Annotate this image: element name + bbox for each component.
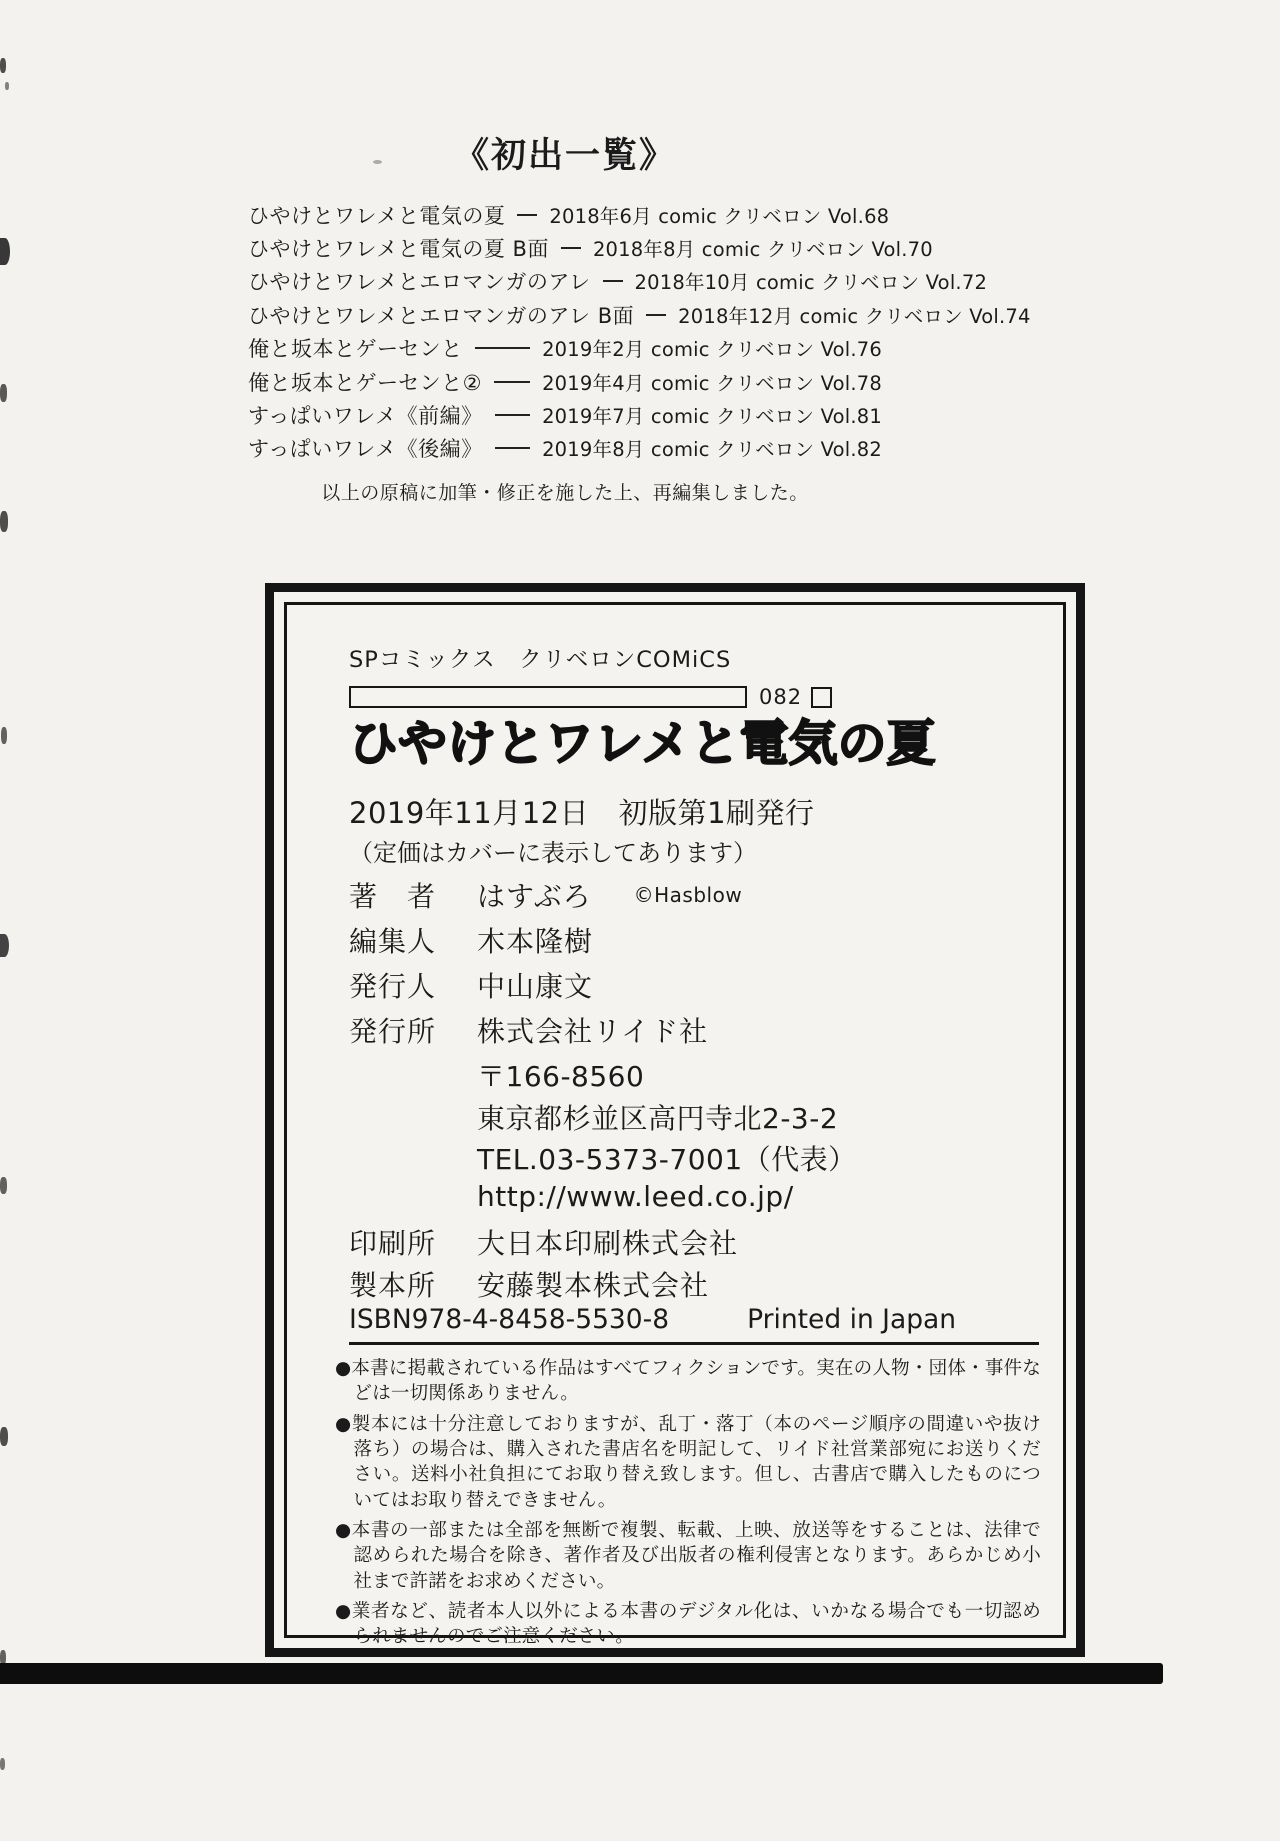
- leader-line: [561, 247, 581, 249]
- credit-value: 安藤製本株式会社: [477, 1269, 710, 1302]
- catalog-number: 082: [759, 685, 803, 709]
- credit-label: 発行人: [349, 970, 437, 1003]
- work-source: 2019年2月 comic クリベロン Vol.76: [542, 338, 882, 362]
- credit-row-editor: [349, 920, 1039, 960]
- list-item: [248, 398, 882, 431]
- scan-artifact: [0, 1177, 7, 1194]
- colophon-box: [265, 583, 1085, 1657]
- work-source: 2019年4月 comic クリベロン Vol.78: [542, 371, 882, 395]
- work-title: ひやけとワレメとエロマンガのアレ B面: [248, 303, 635, 328]
- first-publication-section: [248, 128, 1031, 505]
- credit-row-author: [349, 875, 1039, 915]
- list-item: [248, 432, 882, 465]
- work-title: 俺と坂本とゲーセンと: [248, 337, 463, 362]
- isbn-row: [349, 1304, 1039, 1335]
- work-title: ひやけとワレメとエロマンガのアレ: [248, 270, 591, 295]
- work-source: 2018年10月 comic クリベロン Vol.72: [634, 271, 988, 295]
- work-title: 俺と坂本とゲーセンと②: [248, 370, 482, 395]
- notice-copyright: ●本書の一部または全部を無断で複製、転載、上映、放送等をすることは、法律で認められた場合を除き、著作者及び出版者の権利侵害となります。あらかじめ小社まで許諾をお求めください。: [335, 1520, 1041, 1592]
- credit-row-binder: [349, 1264, 1039, 1304]
- credit-label: 印刷所: [349, 1227, 437, 1260]
- credit-row-publisher-company: [349, 1010, 1039, 1050]
- work-source: 2018年6月 comic クリベロン Vol.68: [549, 204, 890, 228]
- scan-artifact: [5, 82, 9, 90]
- credit-row-printer: [349, 1222, 1039, 1262]
- list-item: [248, 198, 890, 231]
- notice-digitization: ●業者など、読者本人以外による本書のデジタル化は、いかなる場合でも一切認められませんのでご注意ください。: [335, 1601, 1041, 1648]
- work-title: すっぱいワレメ《前編》: [248, 404, 483, 429]
- credit-value: 株式会社リイド社: [477, 1015, 709, 1048]
- work-title: ひやけとワレメと電気の夏 B面: [248, 237, 549, 262]
- list-item: [248, 231, 933, 264]
- work-title: ひやけとワレメと電気の夏: [248, 203, 506, 228]
- postal-code: 〒166-8560: [477, 1060, 645, 1093]
- list-item: [248, 298, 1031, 331]
- scan-artifact: [0, 238, 10, 265]
- series-name: SPコミックス クリベロンCOMiCS: [349, 647, 732, 673]
- leader-line: [646, 314, 666, 316]
- divider-line: [349, 1342, 1039, 1345]
- spacer: [669, 1304, 747, 1335]
- leader-line: [475, 347, 530, 349]
- telephone: TEL.03-5373-7001（代表）: [477, 1143, 857, 1176]
- notice-defects: ●製本には十分注意しておりますが、乱丁・落丁（本のページ順序の間違いや抜け落ち）の場合は、購入された書店名を明記して、リイド社営業部宛にお送りください。送料小社負担にてお取り替え致します。但し、古書店で購入したものについてはお取り替えできません。: [335, 1413, 1041, 1511]
- scan-artifact: [0, 1758, 5, 1770]
- copyright-note: ©Hasblow: [633, 883, 743, 907]
- address: 東京都杉並区高円寺北2-3-2: [477, 1102, 839, 1135]
- colophon-inner-border: [284, 602, 1066, 1648]
- leader-line: [517, 214, 537, 216]
- legal-notices: [335, 1356, 1041, 1655]
- credit-label: 編集人: [349, 925, 437, 958]
- edition-line: 2019年11月12日 初版第1刷発行: [349, 796, 815, 830]
- credit-label: 製本所: [349, 1269, 437, 1302]
- credit-value: はすぶろ: [477, 880, 592, 913]
- credit-value: 大日本印刷株式会社: [477, 1227, 739, 1260]
- scan-artifact: [0, 511, 8, 532]
- book-title: ひやけとワレメと電気の夏: [349, 715, 936, 772]
- scan-artifact: [0, 934, 9, 957]
- isbn-number: ISBN978-4-8458-5530-8: [349, 1304, 670, 1335]
- leader-line: [603, 280, 623, 282]
- work-source: 2019年7月 comic クリベロン Vol.81: [542, 405, 882, 429]
- scan-artifact: [1, 727, 7, 744]
- notice-fiction: ●本書に掲載されている作品はすべてフィクションです。実在の人物・団体・事件などは一切関係ありません。: [335, 1358, 1041, 1405]
- credit-value: 木本隆樹: [477, 925, 594, 958]
- section-heading: 《初出一覧》: [453, 136, 676, 176]
- work-title: すっぱいワレメ《後編》: [248, 437, 483, 462]
- list-item: [248, 365, 882, 398]
- scan-artifact: [373, 160, 382, 164]
- reedit-note: 以上の原稿に加筆・修正を施した上、再編集しました。: [321, 482, 809, 505]
- list-item: [248, 265, 988, 298]
- work-source: 2019年8月 comic クリベロン Vol.82: [542, 438, 882, 462]
- credit-label: 発行所: [349, 1015, 437, 1048]
- work-source: 2018年8月 comic クリベロン Vol.70: [592, 238, 933, 262]
- price-note: （定価はカバーに表示してあります）: [349, 839, 757, 867]
- scan-artifact: [0, 58, 6, 73]
- credit-value: 中山康文: [477, 970, 594, 1003]
- list-item: [248, 332, 882, 365]
- leader-line: [494, 381, 530, 383]
- printed-in-japan: Printed in Japan: [747, 1304, 957, 1335]
- scan-edge-bar: [0, 1663, 1163, 1684]
- work-source: 2018年12月 comic クリベロン Vol.74: [678, 304, 1031, 328]
- leader-line: [495, 447, 530, 449]
- website-url: http://www.leed.co.jp/: [477, 1180, 794, 1213]
- publication-list: [248, 198, 1031, 465]
- leader-line: [495, 414, 530, 416]
- credit-row-publisher-person: [349, 965, 1039, 1005]
- credit-label: 著 者: [349, 880, 437, 913]
- scan-artifact: [0, 384, 7, 402]
- scan-artifact: [0, 1427, 8, 1446]
